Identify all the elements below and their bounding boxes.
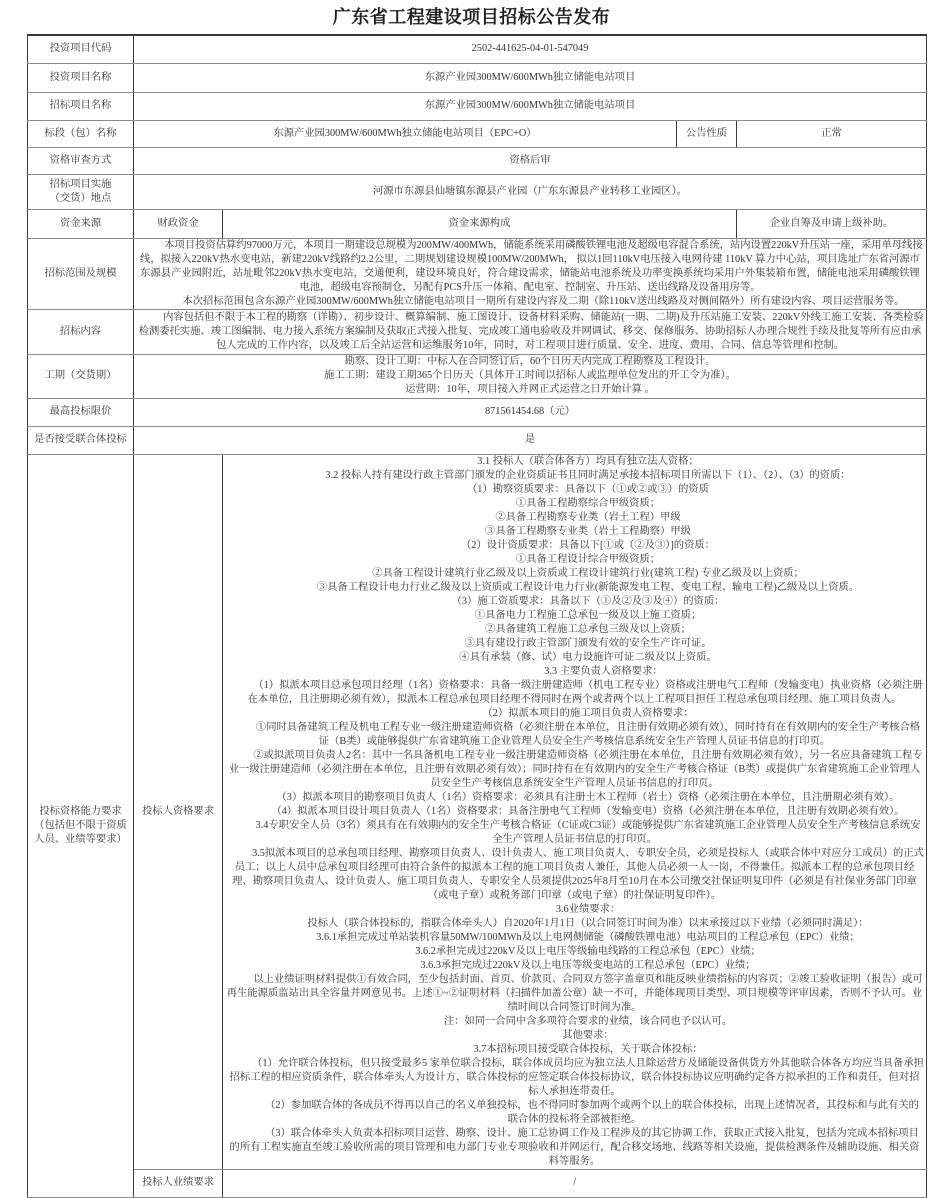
paragraph: 本次招标范围包含东源产业园300MW/600MWh独立储能电站项目一期所有建设内容及二期（除110kV送出线路及对侧间隔外）所有建设内容、项目运营服务等。 — [182, 295, 905, 307]
consortium-value: 是 — [134, 426, 927, 454]
scope-text — [134, 238, 927, 309]
funding-source-type: 财政资金 — [134, 209, 223, 238]
field-label-line: 招标项目实施 — [49, 178, 112, 190]
notice-type-value: 正常 — [737, 120, 927, 147]
paragraph: 3.6业绩要求： — [555, 903, 621, 915]
paragraph: （3）拟派本项目的勘察项目负责人（1名）资格要求：必须具有注册土木工程师（岩土）资格（必须注册在本单位，且注册期必须有效）。 — [276, 791, 900, 803]
paragraph: ③具有建设行政主管部门颁发有效的安全生产许可证。 — [464, 637, 712, 649]
paragraph: ④具有承装（修、试）电力设施许可证二级及以上资质。 — [459, 651, 717, 663]
paragraph: 3.6.2承担完成过220kV及以上电压等级输电线路的工程总承包（EPC）业绩； — [415, 945, 761, 957]
paragraph: 运营期：10年，项目接入并网正式运营之日开始计算 。 — [405, 384, 655, 395]
paragraph: 3.4专职安全人员（3名）须具有在有效期内的安全生产考核合格证（C证或C3证）或能够提供广东省建筑施工企业管理人员安全生产考核信息系统安全生产管理人员证书信息的打印页。 — [255, 819, 921, 845]
field-label: 标段（包）名称 — [28, 120, 134, 147]
section-name-value: 东源产业园300MW/600MWh独立储能电站项目（EPC+O） — [134, 120, 677, 147]
paragraph: 投标人（联合体投标的，指联合体牵头人）自2020年1月1日（以合同签订时间为准）以来承接过以下业绩（必须同时满足）： — [307, 917, 869, 929]
bidder-qualification-label: 投标人资格要求 — [134, 454, 223, 1169]
paragraph: 3.1 投标人（联合体各方）均具有独立法人资格； — [477, 455, 699, 467]
field-label — [28, 454, 134, 1197]
field-label-line: 投标资格能力要求 — [39, 805, 122, 817]
paragraph: 其他要求： — [562, 1029, 614, 1041]
paragraph: ③具备工程勘察专业类（岩土工程勘察）甲级 — [485, 525, 691, 537]
paragraph: ③具备工程设计电力行业乙级及以上资质或工程设计电力行业(新能源发电工程、变电工程、输电工程)乙级及以上资质。 — [316, 581, 860, 593]
investment-name-value: 东源产业园300MW/600MWh独立储能电站项目 — [134, 63, 927, 92]
row-max-price — [28, 398, 927, 426]
paragraph: （1）拟派本项目总承包项目经理（1名）资格要求：具备一级注册建造师（机电工程专业）资格或注册电气工程师（发输变电）执业资格（必须注册在本单位，且注册期必须有效），拟派本工程总承包项目经理不得同时在两个或者两个以上工程项目担任工程总承包项目经理、施工项目负责人。 — [247, 679, 923, 705]
row-bidder-qualification — [28, 454, 927, 1169]
row-location — [28, 174, 927, 209]
paragraph: 勘察、设计工期：中标人在合同签订后，60个日历天内完成工程勘察及工程设计。 — [344, 356, 716, 367]
field-label: 招标项目名称 — [28, 92, 134, 120]
bidder-performance-label: 投标人业绩要求 — [134, 1169, 223, 1197]
bidder-qualification-text — [223, 454, 927, 1169]
row-qualification-review — [28, 147, 927, 174]
row-investment-name — [28, 63, 927, 92]
paragraph: （2）拟派本项目的施工项目负责人资格要求： — [482, 707, 694, 719]
field-label: 是否接受联合体投标 — [28, 426, 134, 454]
field-label: 招标内容 — [28, 309, 134, 354]
funding-composition-value: 企业自筹及申请上级补助。 — [737, 209, 927, 238]
paragraph: （2）设计资质要求：具备以下[①或（②及③）]的资质： — [461, 539, 715, 551]
page-title: 广东省工程建设项目招标公告发布 — [332, 7, 611, 28]
bidder-performance-value: / — [223, 1169, 927, 1197]
row-investment-code — [28, 35, 927, 63]
funding-composition-label: 资金来源构成 — [223, 209, 737, 238]
field-label: 资格审查方式 — [28, 147, 134, 174]
paragraph: 3.5拟派本项目的总承包项目经理、勘察项目负责人、设计负责人、施工项目负责人、专职安全员，必须是投标人（或联合体中对应分工成员）的正式员工；以上人员中总承包项目经理可由符合条件的拟派本工程的施工项目负责人兼任，其他人员必须一人一岗，不得兼任。拟派本工程的总承包项目经理、勘察项目负责人、设计负责人、施工项目负责人、专职安全人员须提供2025年8月至10月在本公司缴交社保证明复印件（必须是有社保业务部门印章（或电子章）或税务部门印章（或电子章）的社保证明复印件）。 — [232, 847, 924, 901]
paragraph: ①具备电力工程施工总承包一级及以上施工资质； — [474, 609, 702, 621]
paragraph: ②具备工程勘察专业类（岩土工程）甲级 — [495, 511, 681, 523]
paragraph: ②具备工程设计建筑行业乙级及以上资质或工程设计建筑行业(建筑工程) 专业乙级及以上资质； — [372, 567, 804, 579]
row-duration — [28, 354, 927, 398]
paragraph: 3.2 投标人持有建设行政主管部门颁发的企业资质证书且同时满足承接本招标项目所需以下（1）、（2）、（3）的资质： — [325, 469, 851, 481]
duration-text — [134, 354, 927, 398]
paragraph: 注：如同一合同中含多项符合要求的业绩，该合同也予以认可。 — [443, 1015, 733, 1027]
paragraph: 3.3 主要负责人资格要求： — [544, 665, 663, 677]
paragraph: 施工工期：建设工期365个日历天（具体开工时间以招标人或监理单位发出的开工令为准）。 — [324, 370, 736, 381]
field-label: 投资项目代码 — [28, 35, 134, 63]
paragraph: ①具备工程设计综合甲级资质； — [515, 553, 661, 565]
field-label: 最高投标限价 — [28, 398, 134, 426]
paragraph: 3.6.3承担完成过220kV及以上电压等级变电站的工程总承包（EPC）业绩； — [420, 959, 756, 971]
max-price-value: 871561454.68（元） — [134, 398, 927, 426]
row-bidder-performance — [28, 1169, 927, 1197]
paragraph: （3）联合体牵头人负责本招标项目运营、勘察、设计、施工总协调工作及工程涉及的其它协调工作，获取正式接入批复，包括为完成本招标项目的所有工程实施直至竣工验收所需的项目管理和电力部门专业专项验收和并网运行，配合移交场地、线路等相关设施，提供检测条件及辅助设施、相关资料等服务。 — [229, 1127, 920, 1167]
field-label: 投资项目名称 — [28, 63, 134, 92]
paragraph: 以上业绩证明材料提供①有效合同，至少包括封面、首页、价款页、合同双方签字盖章页和能反映业绩指标的内容页；②竣工验收证明（报告）或可再生能源质监站出具全容量并网意见书。上述①~②证明材料（扫描件加盖公章）缺一不可，并能体现项目类型、项目规模等评审因素，否则不予认可。业绩时间以合同签订时间为准。 — [226, 973, 923, 1013]
paragraph: （1）允许联合体投标，但只接受最多5 家单位联合投标，联合体成员均应为独立法人且除运营方及储能设备供货方外其他联合体各方均应当具备承担招标工程的相应资质条件，联合体牵头人为设计方，联合体投标的应签定联合体投标协议，联合体投标协议应明确约定各方拟承担的工作和责任，但对招标人承担连带责任。 — [229, 1057, 924, 1097]
field-label — [28, 174, 134, 209]
tender-notice-table — [27, 34, 927, 1198]
paragraph: 本项目投资估算约97000万元，本项目一期建设总规模为200MW/400MWh，储能系统采用磷酸铁锂电池及超级电容混合系统，站内设置220kV升压站一座，采用单母线接线，拟接入220kV热水变电站，新建220kV线路约2.2公里，二期规划建设规模100MW/200MWh， 拟以1回110kV电压接入电网待建 110kV 算力中心站，项目选址广东省河源市东源县产业园附近，站址毗邻220kV热水变电站，交通便利，建设环境良好，符合建设需求，储能站电池系统及功率变换系统均采用户外集装箱布置，储能电池采用磷酸铁锂电池，超级电容预制仓，另配有PCS升压一体箱、配电室、控制室、升压站、送出线路及设备用房等。 — [140, 239, 923, 293]
paragraph: （4）拟派本项目设计项目负责人（1名）资格要求：具备注册电气工程师（发输变电）资格（必须注册在本单位，且注册有效期必须有效）。 — [271, 805, 905, 817]
paragraph: 3.6.1承担完成过单站装机容量50MW/100MWh及以上电网侧储能（磷酸铁锂电池）电站项目的工程总承包（EPC）业绩； — [316, 931, 860, 943]
paragraph: （1）勘察资质要求：具备以下（①或②或③）的资质 — [467, 483, 709, 495]
paragraph: 3.7本招标项目接受联合体投标，关于联合体投标： — [473, 1043, 703, 1055]
field-label: 资金来源 — [28, 209, 134, 238]
paragraph: ①具备工程勘察综合甲级资质； — [515, 497, 661, 509]
location-value: 河源市东源县仙塘镇东源县产业园（广东东源县产业转移工业园区）。 — [134, 174, 927, 209]
row-content — [28, 309, 927, 354]
qualification-review-value: 资格后审 — [134, 147, 927, 174]
field-label-line: 人员、业绩等要求） — [34, 833, 127, 845]
field-label: 工期（交货期） — [28, 354, 134, 398]
notice-type-label: 公告性质 — [677, 120, 737, 147]
row-scope — [28, 238, 927, 309]
row-section — [28, 120, 927, 147]
field-label-line: （包括但不限于资质 — [34, 819, 127, 831]
tender-name-value: 东源产业园300MW/600MWh独立储能电站项目 — [134, 92, 927, 120]
paragraph: ①同时具备建筑工程及机电工程专业一级注册建造师资格（必须注册在本单位，且注册有效期必须有效），同时持有在有效期内的安全生产考核合格证（B类）或能够提供广东省建筑施工企业管理人员安全生产考核信息系统安全生产管理人员证书信息的打印页。 — [255, 721, 921, 747]
paragraph: 内容包括但不限于本工程的勘察（详勘）、初步设计、概算编制、施工图设计、设备材料采购、储能站(一期、二期)及升压站施工安装、220kV外线工施工安装、各类检验检测委托实施、竣工图编制、电力接入系统方案编制及获取正式接入批复、完成竣工通电验收及并网调试、移交、保修服务、协助招标人办理合规性手续及批复等所有应由承包人完成的工作内容，以及竣工后全站运营和运维服务10年，同时，对工程项目进行质量、安全、进度、费用、合同、信息等管理和控制。 — [138, 311, 924, 351]
field-label: 招标范围及规模 — [28, 238, 134, 309]
investment-code-value: 2502-441625-04-01-547049 — [134, 35, 927, 63]
paragraph: （2）参加联合体的各成员不得再以自己的名义单独投标，也不得同时参加两个或两个以上的联合体投标，出现上述情况者，其投标和与此有关的联合体的投标将全部被拒绝。 — [265, 1099, 919, 1125]
row-consortium — [28, 426, 927, 454]
paragraph: ②具备建筑工程施工总承包三级及以上资质； — [485, 623, 691, 635]
row-funding — [28, 209, 927, 238]
content-text — [134, 309, 927, 354]
field-label-line: （交货）地点 — [49, 192, 112, 204]
row-tender-name — [28, 92, 927, 120]
paragraph: （3）施工资质要求：具备以下（①及②及③及④）的资质： — [451, 595, 725, 607]
paragraph: ②或拟派项目负责人2名：其中一名具备机电工程专业一级注册建造师资格（必须注册在本单位，且注册有效期必须有效），另一名应具备建筑工程专业一级注册建造师（必须注册在本单位，且注册有效期必须有效）；同时持有在有效期内的安全生产考核合格证（B类）或提供广东省建筑施工企业管理人员安全生产考核信息系统安全生产管理人员证书信息的打印页。 — [228, 749, 923, 789]
